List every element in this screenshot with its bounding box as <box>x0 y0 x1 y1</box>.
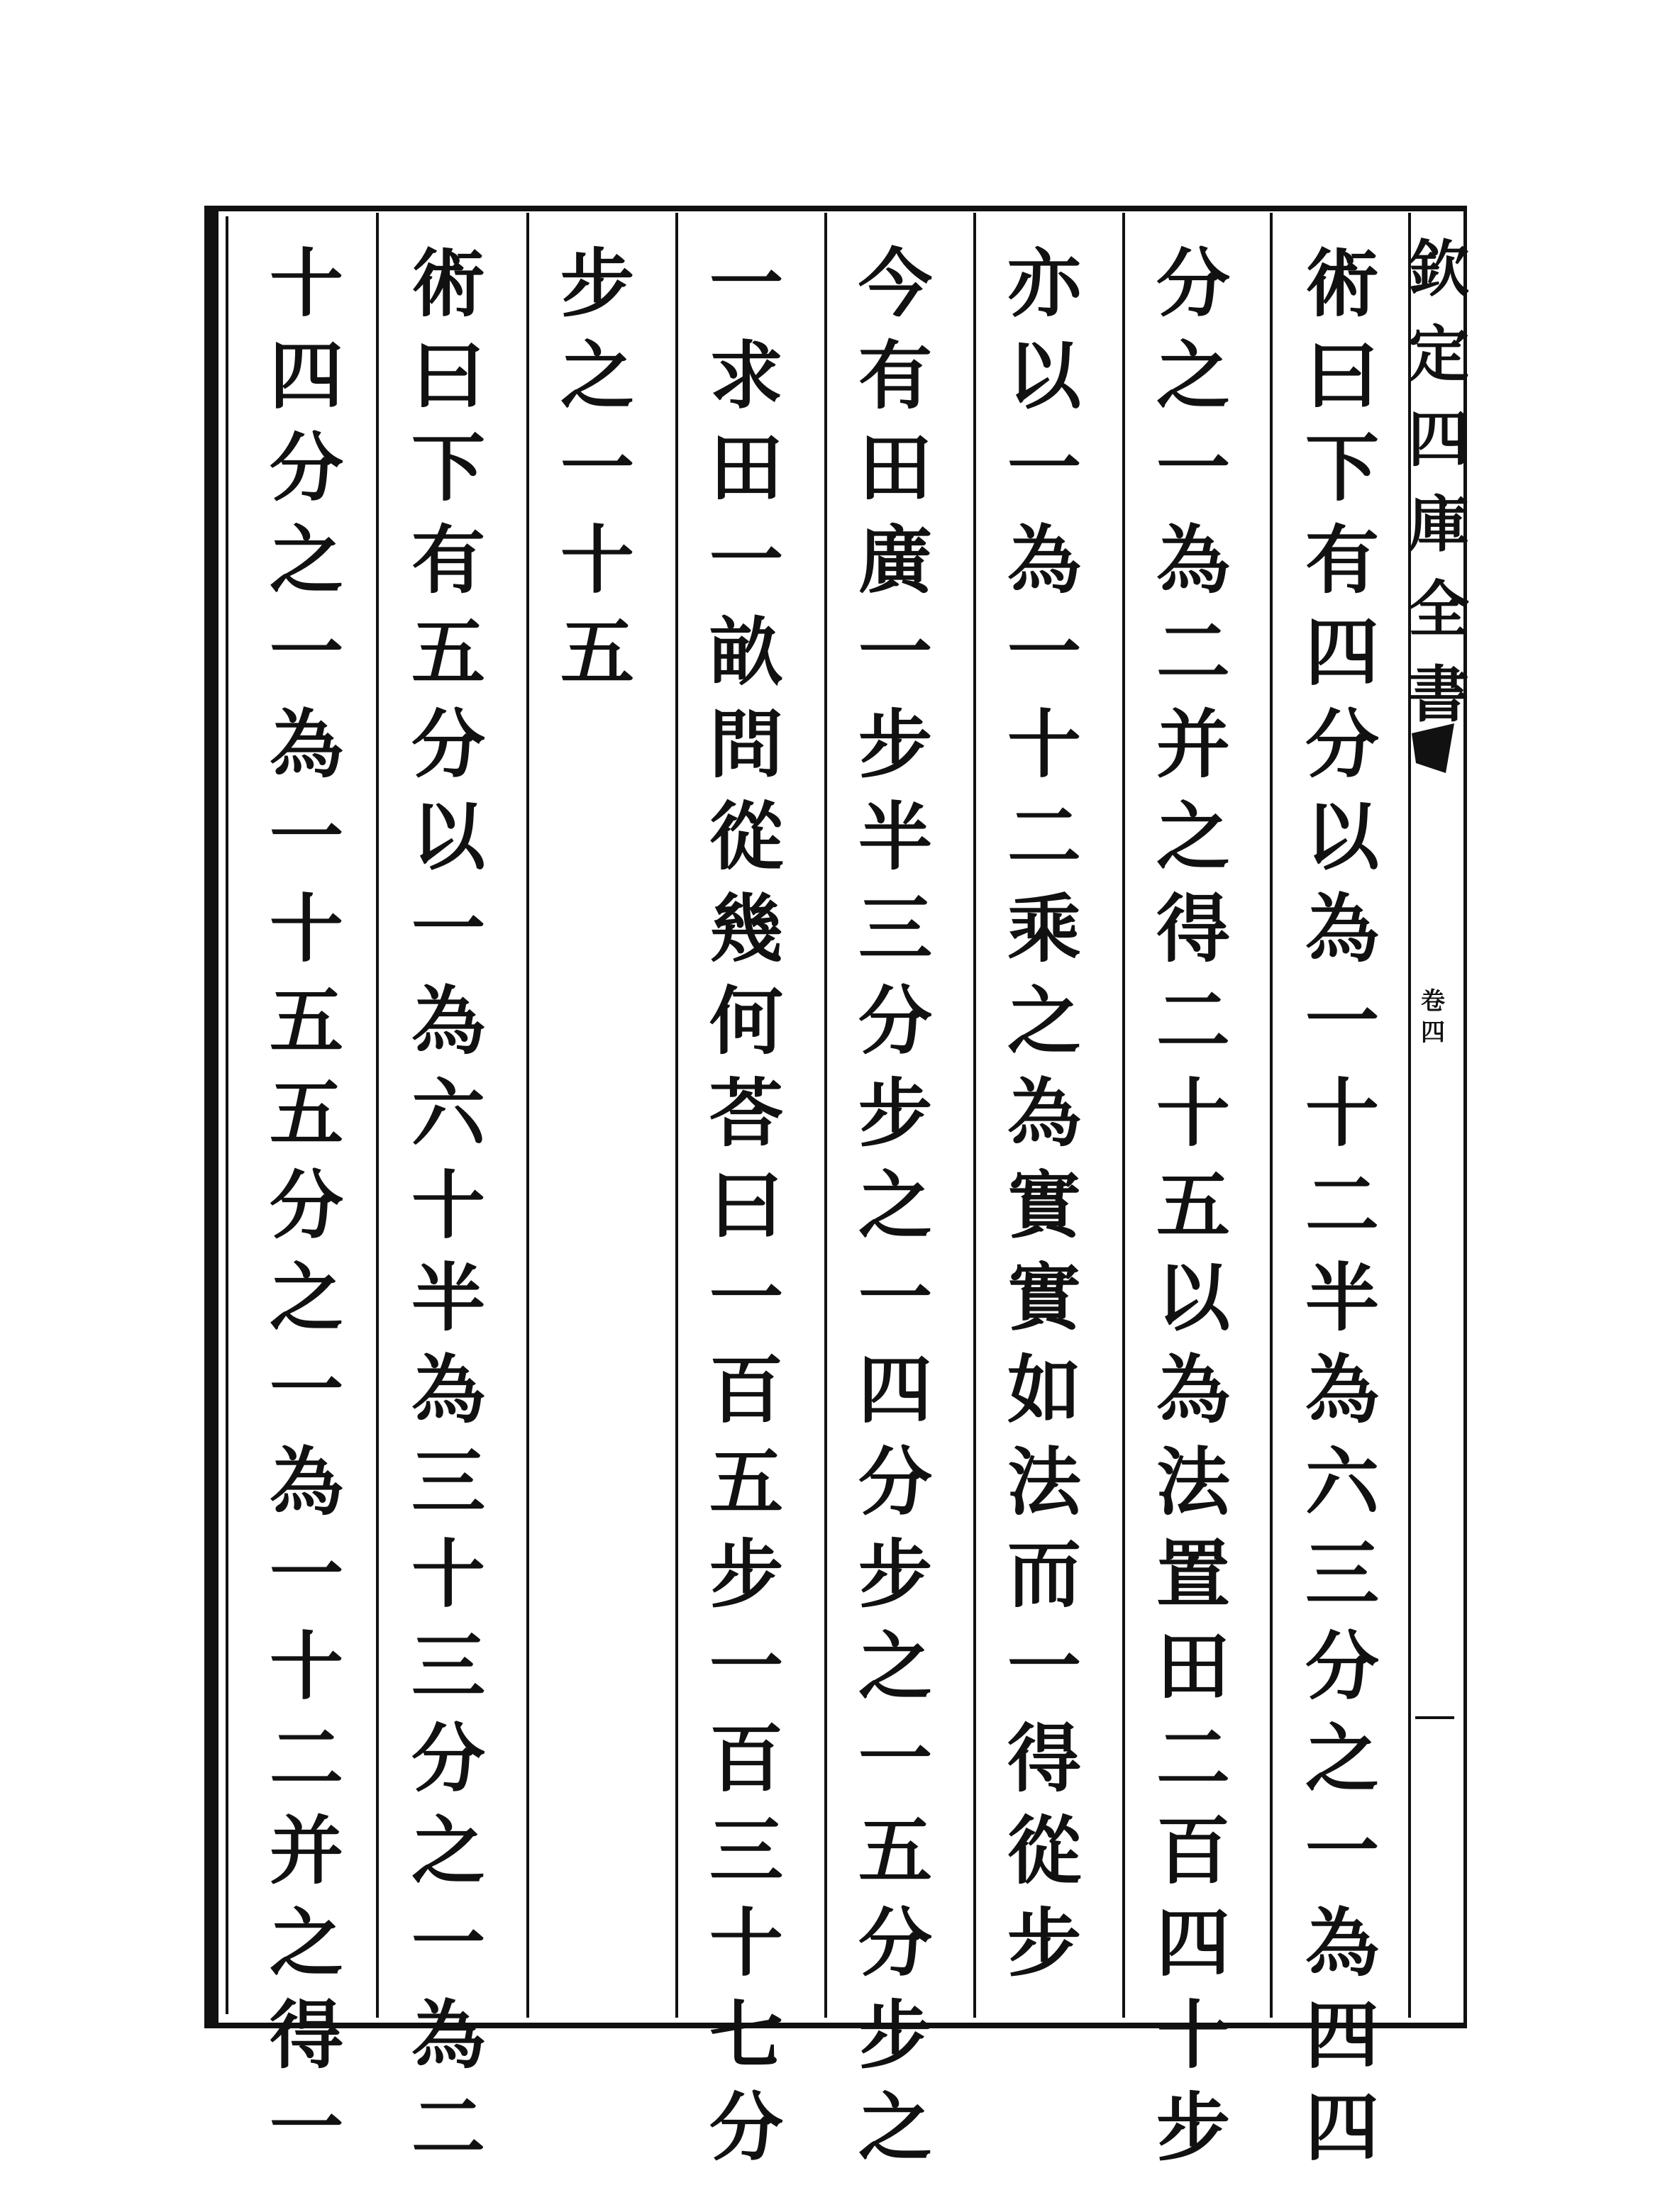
glyph: 為 <box>411 1346 485 1433</box>
glyph: 分 <box>709 2084 783 2171</box>
glyph: 四 <box>269 332 343 419</box>
glyph: 之 <box>269 516 343 604</box>
glyph: 得 <box>1156 885 1230 972</box>
glyph: 五 <box>709 1438 783 1525</box>
glyph: 十 <box>411 1162 485 1249</box>
glyph: 一 <box>1007 608 1081 696</box>
glyph: 五 <box>269 1069 343 1157</box>
column-rule <box>1270 213 1273 2018</box>
glyph: 五 <box>858 1807 932 1894</box>
glyph: 田 <box>709 424 783 511</box>
glyph: 實 <box>1007 1162 1081 1249</box>
glyph: 問 <box>709 701 783 788</box>
glyph: 并 <box>269 1807 343 1894</box>
glyph: 實 <box>1007 1254 1081 1341</box>
glyph: 分 <box>1305 1623 1379 1710</box>
glyph: 求 <box>709 332 783 419</box>
glyph: 曰 <box>1305 332 1379 419</box>
glyph: 十 <box>269 885 343 972</box>
glyph: 有 <box>411 516 485 604</box>
glyph: 荅 <box>709 1069 783 1157</box>
glyph: 五 <box>560 608 634 696</box>
glyph: 分 <box>858 1899 932 1986</box>
glyph: 分 <box>411 1715 485 1802</box>
glyph: 以 <box>1156 1254 1230 1341</box>
glyph: 步 <box>858 1530 932 1618</box>
glyph: 半 <box>411 1254 485 1341</box>
glyph: 從 <box>1007 1807 1081 1894</box>
glyph: 分 <box>1305 701 1379 788</box>
text-column <box>392 238 505 2171</box>
glyph: 而 <box>1007 1530 1081 1618</box>
glyph: 以 <box>411 793 485 880</box>
glyph: 為 <box>1305 1346 1379 1433</box>
glyph: 為 <box>1156 1346 1230 1433</box>
text-column <box>250 238 363 2171</box>
glyph: 一 <box>411 1899 485 1986</box>
glyph: 三 <box>411 1438 485 1525</box>
glyph: 之 <box>858 2084 932 2171</box>
glyph: 二 <box>1305 1162 1379 1249</box>
glyph: 之 <box>560 332 634 419</box>
glyph: 一 <box>1007 1623 1081 1710</box>
glyph: 半 <box>1305 1254 1379 1341</box>
glyph: 一 <box>269 1530 343 1618</box>
glyph: 一 <box>560 424 634 511</box>
glyph: 置 <box>1156 1530 1230 1618</box>
text-column <box>690 238 803 2171</box>
glyph: 之 <box>1156 332 1230 419</box>
glyph: 為 <box>269 701 343 788</box>
column-rule <box>675 213 678 2018</box>
title-glyph: 四 <box>1408 404 1469 475</box>
glyph: 一 <box>269 2084 343 2171</box>
glyph: 亦 <box>1007 240 1081 327</box>
glyph: 今 <box>858 240 932 327</box>
title-glyph: 定 <box>1408 318 1469 390</box>
glyph: 步 <box>858 1069 932 1157</box>
glyph: 二 <box>269 1715 343 1802</box>
glyph: 四 <box>1305 608 1379 696</box>
glyph: 之 <box>1305 1715 1379 1802</box>
glyph: 五 <box>411 608 485 696</box>
glyph: 為 <box>1305 1899 1379 1986</box>
title-glyph: 欽 <box>1408 233 1469 305</box>
glyph: 分 <box>269 424 343 511</box>
glyph: 下 <box>411 424 485 511</box>
glyph: 一 <box>1305 1807 1379 1894</box>
glyph: 曰 <box>709 1162 783 1249</box>
glyph: 術 <box>1305 240 1379 327</box>
glyph: 三 <box>858 885 932 972</box>
glyph: 法 <box>1156 1438 1230 1525</box>
margin-tick <box>1415 1716 1454 1719</box>
glyph: 一 <box>1156 424 1230 511</box>
glyph: 三 <box>709 1807 783 1894</box>
glyph: 何 <box>709 977 783 1065</box>
glyph: 十 <box>1305 1069 1379 1157</box>
glyph: 一 <box>269 793 343 880</box>
glyph: 二 <box>1156 977 1230 1065</box>
glyph: 為 <box>1156 516 1230 604</box>
glyph: 十 <box>1156 1991 1230 2079</box>
glyph: 分 <box>858 1438 932 1525</box>
glyph: 二 <box>1156 1715 1230 1802</box>
glyph: 六 <box>411 1069 485 1157</box>
glyph: 分 <box>1156 240 1230 327</box>
glyph: 四 <box>858 1346 932 1433</box>
glyph: 步 <box>560 240 634 327</box>
volume-glyph: 卷 <box>1421 987 1445 1016</box>
glyph: 之 <box>411 1807 485 1894</box>
glyph: 田 <box>1156 1623 1230 1710</box>
column-rule <box>526 213 529 2018</box>
glyph: 為 <box>1305 885 1379 972</box>
glyph: 之 <box>1007 977 1081 1065</box>
glyph: 法 <box>1007 1438 1081 1525</box>
glyph: 一 <box>709 516 783 604</box>
glyph: 半 <box>858 793 932 880</box>
glyph: 一 <box>709 240 783 327</box>
glyph: 百 <box>709 1715 783 1802</box>
glyph: 之 <box>858 1162 932 1249</box>
glyph: 十 <box>560 516 634 604</box>
glyph: 六 <box>1305 1438 1379 1525</box>
glyph: 為 <box>1007 1069 1081 1157</box>
glyph: 一 <box>1007 424 1081 511</box>
title-glyph: 庫 <box>1408 489 1469 560</box>
glyph: 二 <box>411 2084 485 2171</box>
glyph: 分 <box>269 1162 343 1249</box>
glyph: 四 <box>1156 1899 1230 1986</box>
text-column <box>541 238 654 1996</box>
glyph: 十 <box>709 1899 783 1986</box>
glyph: 步 <box>858 701 932 788</box>
title-glyph: 全 <box>1408 574 1469 645</box>
glyph: 一 <box>1305 977 1379 1065</box>
glyph: 百 <box>709 1346 783 1433</box>
glyph: 從 <box>709 793 783 880</box>
glyph: 五 <box>269 977 343 1065</box>
glyph: 一 <box>858 1254 932 1341</box>
column-rule <box>824 213 827 2018</box>
glyph: 之 <box>269 1899 343 1986</box>
glyph: 幾 <box>709 885 783 972</box>
glyph: 以 <box>1305 793 1379 880</box>
glyph: 有 <box>858 332 932 419</box>
glyph: 一 <box>269 1346 343 1433</box>
inner-border-line <box>226 216 228 2014</box>
glyph: 畝 <box>709 608 783 696</box>
glyph: 為 <box>1007 516 1081 604</box>
title-glyph: 書 <box>1408 659 1469 730</box>
glyph: 四 <box>1305 2084 1379 2171</box>
glyph: 乘 <box>1007 885 1081 972</box>
glyph: 十 <box>269 240 343 327</box>
glyph: 一 <box>709 1623 783 1710</box>
glyph: 步 <box>1007 1899 1081 1986</box>
glyph: 一 <box>411 885 485 972</box>
glyph: 田 <box>858 424 932 511</box>
glyph: 步 <box>1156 2084 1230 2171</box>
volume-glyph: 四 <box>1421 1018 1445 1047</box>
glyph: 步 <box>709 1530 783 1618</box>
glyph: 得 <box>1007 1715 1081 1802</box>
glyph: 之 <box>269 1254 343 1341</box>
text-column <box>1136 238 1250 2171</box>
text-column <box>838 238 952 2171</box>
glyph: 為 <box>269 1438 343 1525</box>
glyph: 分 <box>858 977 932 1065</box>
glyph: 十 <box>1156 1069 1230 1157</box>
glyph: 為 <box>411 977 485 1065</box>
glyph: 步 <box>858 1991 932 2079</box>
glyph: 得 <box>269 1991 343 2079</box>
text-column <box>1285 238 1399 2171</box>
text-column <box>987 238 1101 1996</box>
glyph: 七 <box>709 1991 783 2079</box>
column-rule <box>973 213 976 2018</box>
glyph: 十 <box>1007 701 1081 788</box>
glyph: 曰 <box>411 332 485 419</box>
glyph: 為 <box>411 1991 485 2079</box>
glyph: 百 <box>1156 1807 1230 1894</box>
glyph: 三 <box>1305 1530 1379 1618</box>
glyph: 十 <box>269 1623 343 1710</box>
volume-label <box>1415 986 1451 1048</box>
book-title <box>1408 227 1469 738</box>
glyph: 之 <box>858 1623 932 1710</box>
glyph: 二 <box>1156 608 1230 696</box>
glyph: 術 <box>411 240 485 327</box>
glyph: 下 <box>1305 424 1379 511</box>
glyph: 分 <box>411 701 485 788</box>
glyph: 之 <box>1156 793 1230 880</box>
glyph: 一 <box>709 1254 783 1341</box>
glyph: 五 <box>1156 1162 1230 1249</box>
glyph: 一 <box>858 1715 932 1802</box>
glyph: 并 <box>1156 701 1230 788</box>
glyph: 四 <box>1305 1991 1379 2079</box>
glyph: 一 <box>269 608 343 696</box>
glyph: 廣 <box>858 516 932 604</box>
glyph: 一 <box>858 608 932 696</box>
glyph: 三 <box>411 1623 485 1710</box>
column-rule <box>1122 213 1125 2018</box>
glyph: 如 <box>1007 1346 1081 1433</box>
glyph: 有 <box>1305 516 1379 604</box>
glyph: 以 <box>1007 332 1081 419</box>
column-rule <box>376 213 379 2018</box>
glyph: 十 <box>411 1530 485 1618</box>
glyph: 二 <box>1007 793 1081 880</box>
